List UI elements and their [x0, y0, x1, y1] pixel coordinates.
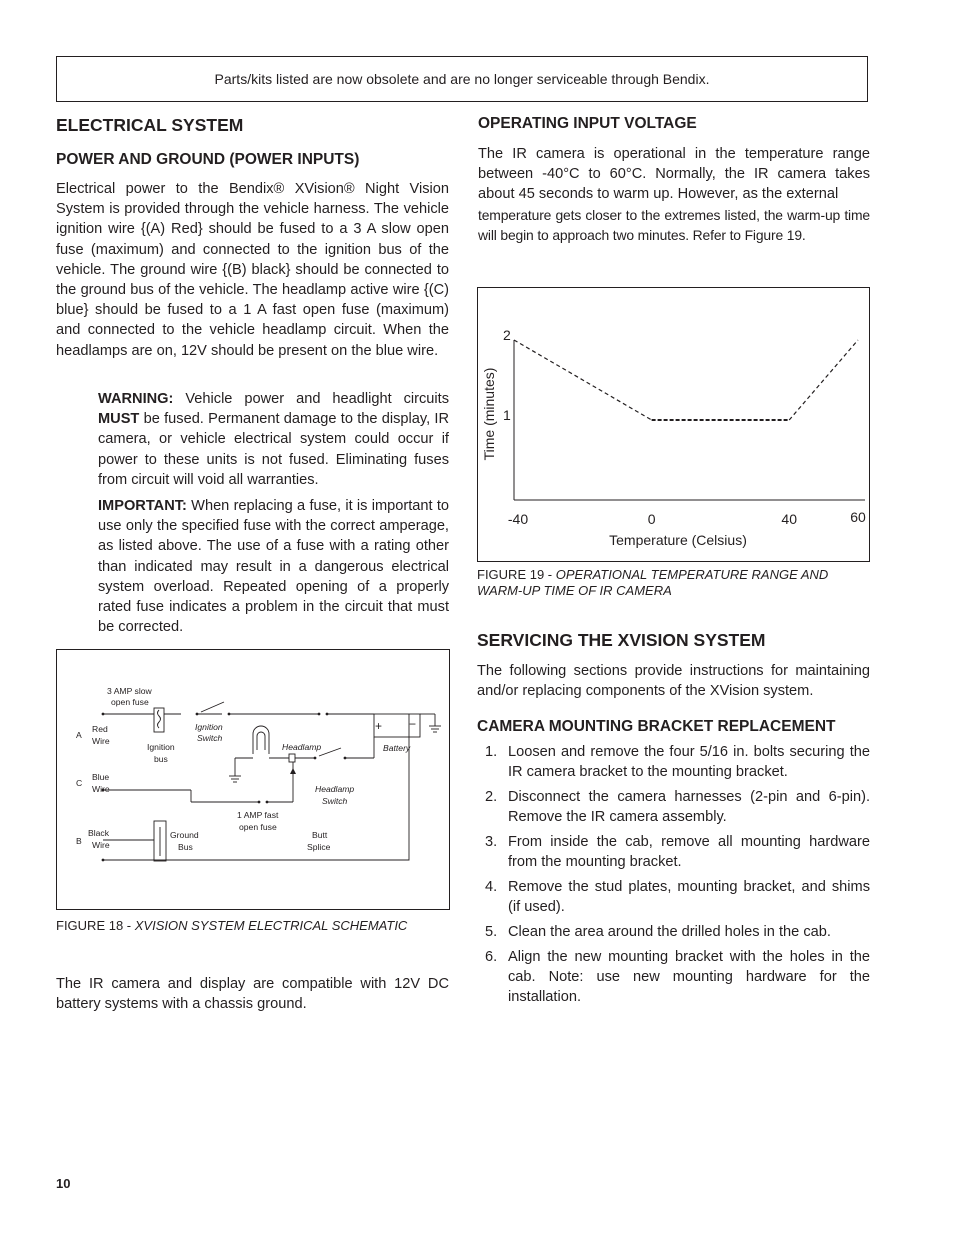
chart-x-tick: 60: [850, 509, 866, 525]
subheading-operating-voltage: OPERATING INPUT VOLTAGE: [478, 115, 697, 132]
chart-x-tick: 40: [781, 511, 797, 527]
voltage-paragraph-1: The IR camera is operational in the temperature range between -40°C to 60°C. Normally, the IR camera takes about 45 seconds to warm up. However, as the external: [478, 146, 870, 203]
chart-series-segment: [514, 340, 652, 420]
temperature-chart: [478, 288, 869, 561]
subheading-power-ground: POWER AND GROUND (POWER INPUTS): [56, 151, 360, 168]
label-wire-a: A: [76, 730, 82, 740]
voltage-paragraph-2: temperature gets closer to the extremes listed, the warm-up time will begin to approach two minutes. Refer to Figure 19.: [478, 207, 870, 244]
electrical-schematic: [57, 650, 449, 909]
subheading-bracket-replacement: CAMERA MOUNTING BRACKET REPLACEMENT: [477, 718, 836, 735]
step-item: [477, 787, 870, 827]
figure-18-box: [56, 649, 450, 910]
warning-must: MUST: [98, 411, 140, 428]
label-blue-wire-1: Blue: [92, 772, 110, 782]
label-1amp-fuse-2: open fuse: [239, 822, 277, 832]
label-battery-plus: +: [375, 719, 383, 733]
label-red-wire-2: Wire: [92, 736, 110, 746]
obsolete-notice: [56, 56, 868, 102]
label-headlamp-switch-2: Switch: [322, 796, 348, 806]
chart-y-label: Time (minutes): [481, 367, 497, 461]
label-ignition-switch-1: Ignition: [195, 722, 223, 732]
step-number: 3.: [485, 834, 498, 850]
step-text: Clean the area around the drilled holes in the cab.: [508, 924, 831, 940]
chart-y-tick: 1: [503, 407, 511, 423]
step-number: 2.: [485, 789, 498, 805]
step-text: Remove the stud plates, mounting bracket, and shims (if used).: [508, 879, 870, 916]
label-red-wire-1: Red: [92, 724, 108, 734]
label-black-wire-2: Wire: [92, 840, 110, 850]
label-butt-splice-2: Splice: [307, 842, 331, 852]
chart-x-tick: -40: [507, 511, 529, 527]
bracket-replacement-steps: [477, 742, 870, 1012]
label-ground-bus-2: Bus: [178, 842, 193, 852]
label-battery-minus: −: [409, 717, 417, 731]
section-heading-servicing: SERVICING THE XVISION SYSTEM: [477, 630, 766, 650]
step-text: From inside the cab, remove all mounting hardware from the mounting bracket.: [508, 834, 870, 871]
label-wire-b: B: [76, 836, 82, 846]
servicing-paragraph: The following sections provide instructions for maintaining and/or replacing components of the XVision system.: [477, 663, 870, 700]
section-heading-electrical: ELECTRICAL SYSTEM: [56, 115, 244, 135]
step-item: [477, 877, 870, 917]
power-ground-paragraph: Electrical power to the Bendix® XVision® Night Vision System is provided through the vehicle harness. The vehicle ignition wire {(A) Red} should be fused to a 3 A slow open fuse (maximum) and connected to the ignition bus of the vehicle. The ground wire {(B) black} should be connected to the ground bus of the vehicle. The headlamp active wire {(C) blue} should be fused to a 1 A fast open fuse (maximum) and connected to the vehicle headlamp circuit. When the headlamps are on, 12V should be present on the blue wire.: [56, 181, 449, 359]
label-3amp-fuse-2: open fuse: [111, 697, 149, 707]
chart-x-tick: 0: [647, 511, 656, 527]
label-ground-bus-1: Ground: [170, 830, 199, 840]
step-number: 1.: [485, 744, 498, 760]
label-blue-wire-2: Wire: [92, 784, 110, 794]
label-ignition-switch-2: Switch: [197, 733, 223, 743]
step-item: [477, 947, 870, 1008]
label-ignition-bus-2: bus: [154, 754, 168, 764]
label-wire-c: C: [76, 778, 83, 788]
label-1amp-fuse-1: 1 AMP fast: [237, 810, 279, 820]
figure-18-prefix: FIGURE 18 -: [56, 918, 135, 933]
chart-x-label: Temperature (Celsius): [609, 532, 747, 548]
step-number: 6.: [485, 948, 498, 965]
chart-series-segment: [789, 340, 858, 420]
important-label: IMPORTANT:: [98, 498, 187, 514]
step-item: [477, 742, 870, 782]
label-headlamp-switch-1: Headlamp: [315, 784, 355, 794]
important-text: When replacing a fuse, it is important to use only the specified fuse with the correct amperage, as listed above. The use of a fuse with a rating other than indicated may result in a dangerous electrical system overload. Repeated opening of a properly rated fuse indicates a problem in the circuit that must be corrected.: [98, 498, 449, 636]
compatibility-paragraph: The IR camera and display are compatible with 12V DC battery systems with a chassis ground.: [56, 976, 449, 1013]
label-3amp-fuse-1: 3 AMP slow: [107, 686, 152, 696]
label-butt-splice-1: Butt: [312, 830, 328, 840]
chart-y-tick: 2: [503, 327, 511, 343]
label-ignition-bus-1: Ignition: [147, 742, 175, 752]
label-black-wire-1: Black: [88, 828, 110, 838]
step-number: 5.: [485, 924, 498, 940]
step-text: Loosen and remove the four 5/16 in. bolts securing the IR camera bracket to the mounting bracket.: [508, 744, 870, 781]
warning-text-a: Vehicle power and headlight circuits: [173, 391, 449, 407]
figure-19-title: OPERATIONAL TEMPERATURE RANGE AND WARM-UP TIME OF IR CAMERA: [477, 567, 829, 598]
notice-text: Parts/kits listed are now obsolete and are no longer serviceable through Bendix.: [214, 71, 710, 87]
warning-note: [98, 389, 449, 490]
page-number: 10: [56, 1176, 71, 1191]
warning-text-b: be fused. Permanent damage to the display, IR camera, or vehicle electrical system could occur if power to these units is not fused. Eliminating fuses from circuit will void all warranties.: [98, 411, 449, 488]
step-item: [477, 922, 870, 942]
figure-19-caption: [477, 567, 870, 599]
figure-19-box: [477, 287, 870, 562]
figure-18-caption: [56, 918, 407, 934]
step-text: Disconnect the camera harnesses (2-pin and 6-pin). Remove the IR camera assembly.: [508, 789, 870, 826]
warning-label: WARNING:: [98, 391, 174, 407]
label-headlamp: Headlamp: [282, 742, 322, 752]
label-battery: Battery: [383, 743, 411, 753]
important-note: [98, 496, 449, 637]
step-number: 4.: [485, 879, 498, 895]
figure-19-prefix: FIGURE 19 -: [477, 567, 556, 582]
figure-18-title: XVISION SYSTEM ELECTRICAL SCHEMATIC: [134, 918, 408, 933]
step-item: [477, 832, 870, 872]
step-text: Align the new mounting bracket with the holes in the cab. Note: use new mounting hardware for the installation.: [508, 948, 870, 1006]
